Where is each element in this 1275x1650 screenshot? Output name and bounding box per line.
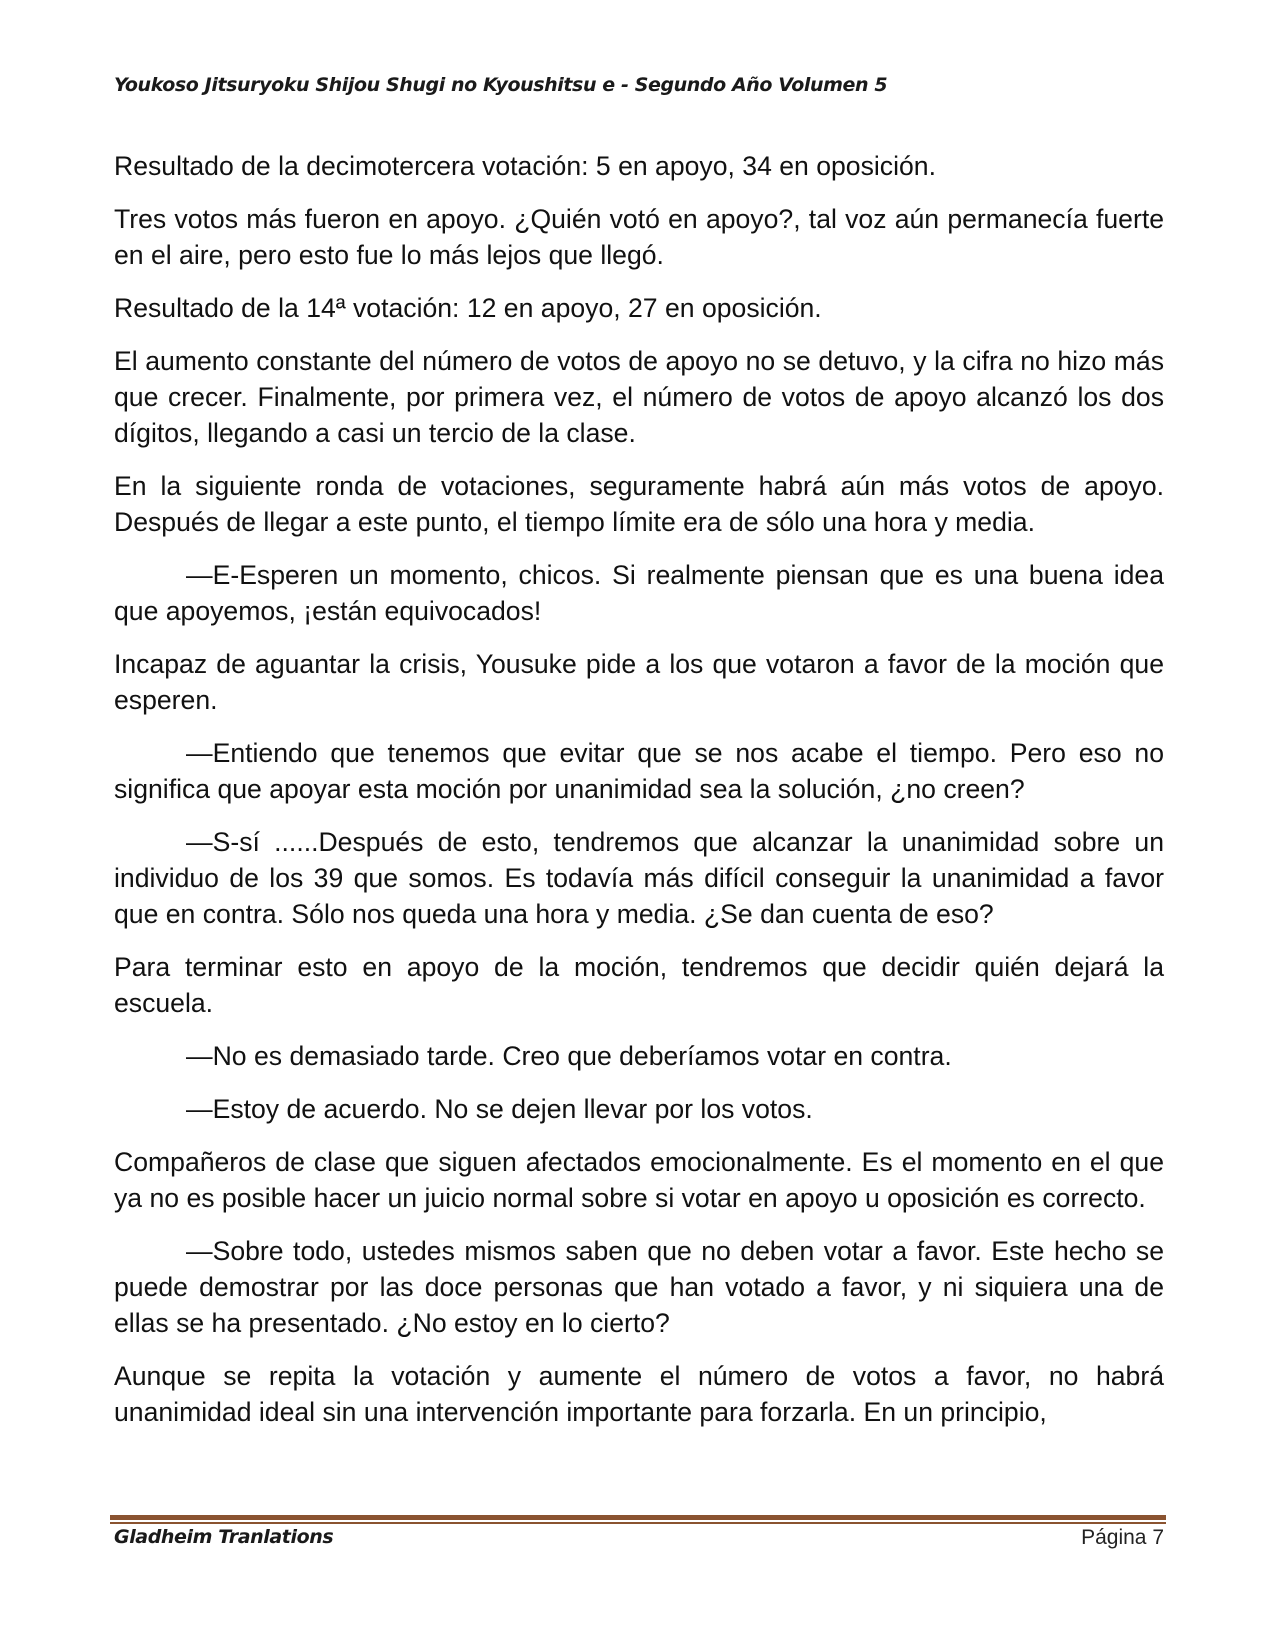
- page-number-value: 7: [1152, 1526, 1164, 1549]
- paragraph: Tres votos más fueron en apoyo. ¿Quién votó en apoyo?, tal voz aún permanecía fuerte en el aire, pero esto fue lo más lejos que llegó.: [114, 204, 1164, 270]
- page-label: Página: [1081, 1526, 1147, 1549]
- dialog-line: —No es demasiado tarde. Creo que deberíamos votar en contra.: [186, 1041, 952, 1071]
- page-number: [1081, 1526, 1164, 1550]
- body-text: [114, 148, 1164, 1447]
- paragraph: Resultado de la decimotercera votación: 5 en apoyo, 34 en oposición.: [114, 151, 936, 181]
- paragraph: Aunque se repita la votación y aumente el número de votos a favor, no habrá unanimidad ideal sin una intervención importante para forzarla. En un principio,: [114, 1361, 1164, 1427]
- footer-divider-thin: [110, 1522, 1166, 1524]
- paragraph: El aumento constante del número de votos de apoyo no se detuvo, y la cifra no hizo más que crecer. Finalmente, por primera vez, el número de votos de apoyo alcanzó los dos dígitos, llegando a casi un tercio de la clase.: [114, 346, 1164, 448]
- running-header: Youkoso Jitsuryoku Shijou Shugi no Kyoushitsu e - Segundo Año Volumen 5: [114, 74, 888, 96]
- paragraph: En la siguiente ronda de votaciones, seguramente habrá aún más votos de apoyo. Después de llegar a este punto, el tiempo límite era de sólo una hora y media.: [114, 471, 1164, 537]
- paragraph: Resultado de la 14ª votación: 12 en apoyo, 27 en oposición.: [114, 293, 822, 323]
- paragraph: Compañeros de clase que siguen afectados emocionalmente. Es el momento en el que ya no es posible hacer un juicio normal sobre si votar en apoyo u oposición es correcto.: [114, 1147, 1164, 1213]
- paragraph: Para terminar esto en apoyo de la moción, tendremos que decidir quién dejará la escuela.: [114, 952, 1164, 1018]
- dialog-line: —S-sí ......Después de esto, tendremos que alcanzar la unanimidad sobre un individuo de los 39 que somos. Es todavía más difícil conseguir la unanimidad a favor que en contra. Sólo nos queda una hora y media. ¿Se dan cuenta de eso?: [114, 827, 1164, 929]
- footer-divider: [110, 1515, 1166, 1520]
- dialog-line: —E-Esperen un momento, chicos. Si realmente piensan que es una buena idea que apoyemos, ¡están equivocados!: [114, 560, 1164, 626]
- dialog-line: —Sobre todo, ustedes mismos saben que no deben votar a favor. Este hecho se puede demostrar por las doce personas que han votado a favor, y ni siquiera una de ellas se ha presentado. ¿No estoy en lo cierto?: [114, 1236, 1164, 1338]
- footer-credit: Gladheim Tranlations: [114, 1526, 334, 1548]
- paragraph: Incapaz de aguantar la crisis, Yousuke pide a los que votaron a favor de la moción que esperen.: [114, 649, 1164, 715]
- dialog-line: —Estoy de acuerdo. No se dejen llevar por los votos.: [186, 1094, 813, 1124]
- dialog-line: —Entiendo que tenemos que evitar que se nos acabe el tiempo. Pero eso no significa que apoyar esta moción por unanimidad sea la solución, ¿no creen?: [114, 738, 1164, 804]
